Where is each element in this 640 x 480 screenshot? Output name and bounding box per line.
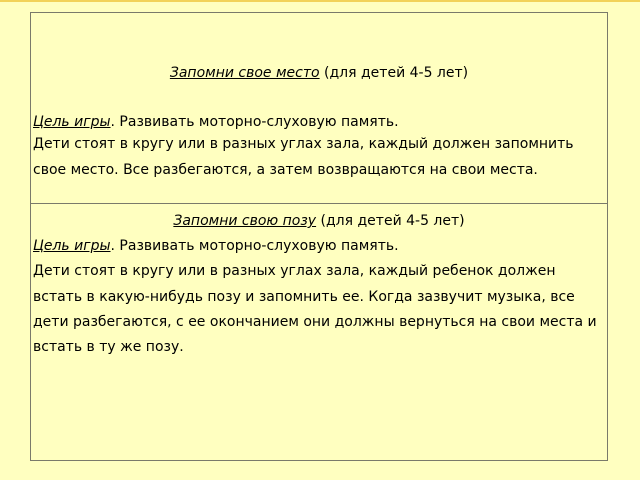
game-age: (для детей 4-5 лет)	[316, 213, 465, 229]
goal-text: . Развивать моторно-слуховую память.	[110, 114, 399, 130]
goal-label: Цель игры	[33, 114, 111, 130]
game-cell-pose	[31, 204, 607, 460]
game-title: Запомни свою позу	[173, 213, 317, 229]
game-cell-place	[31, 13, 607, 204]
game-goal	[33, 112, 399, 132]
goal-label: Цель игры	[33, 238, 111, 254]
top-edge-line	[0, 0, 640, 2]
description-line: встать в ту же позу.	[33, 339, 184, 355]
game-heading	[31, 211, 607, 231]
game-goal	[33, 236, 399, 256]
goal-text: . Развивать моторно-слуховую память.	[110, 238, 399, 254]
game-age: (для детей 4-5 лет)	[319, 65, 469, 81]
description-line: дети разбегаются, с ее окончанием они должны вернуться на свои места и	[33, 314, 597, 330]
game-heading	[31, 63, 607, 83]
description-line: встать в какую-нибудь позу и запомнить ее. Когда зазвучит музыка, все	[33, 289, 575, 305]
description-line: Дети стоят в кругу или в разных углах зала, каждый ребенок должен	[33, 263, 556, 279]
games-table	[30, 12, 608, 461]
description-line: Дети стоят в кругу или в разных углах зала, каждый должен запомнить	[33, 136, 574, 152]
game-title: Запомни свое место	[169, 65, 320, 81]
description-line: свое место. Все разбегаются, а затем возвращаются на свои места.	[33, 162, 538, 178]
